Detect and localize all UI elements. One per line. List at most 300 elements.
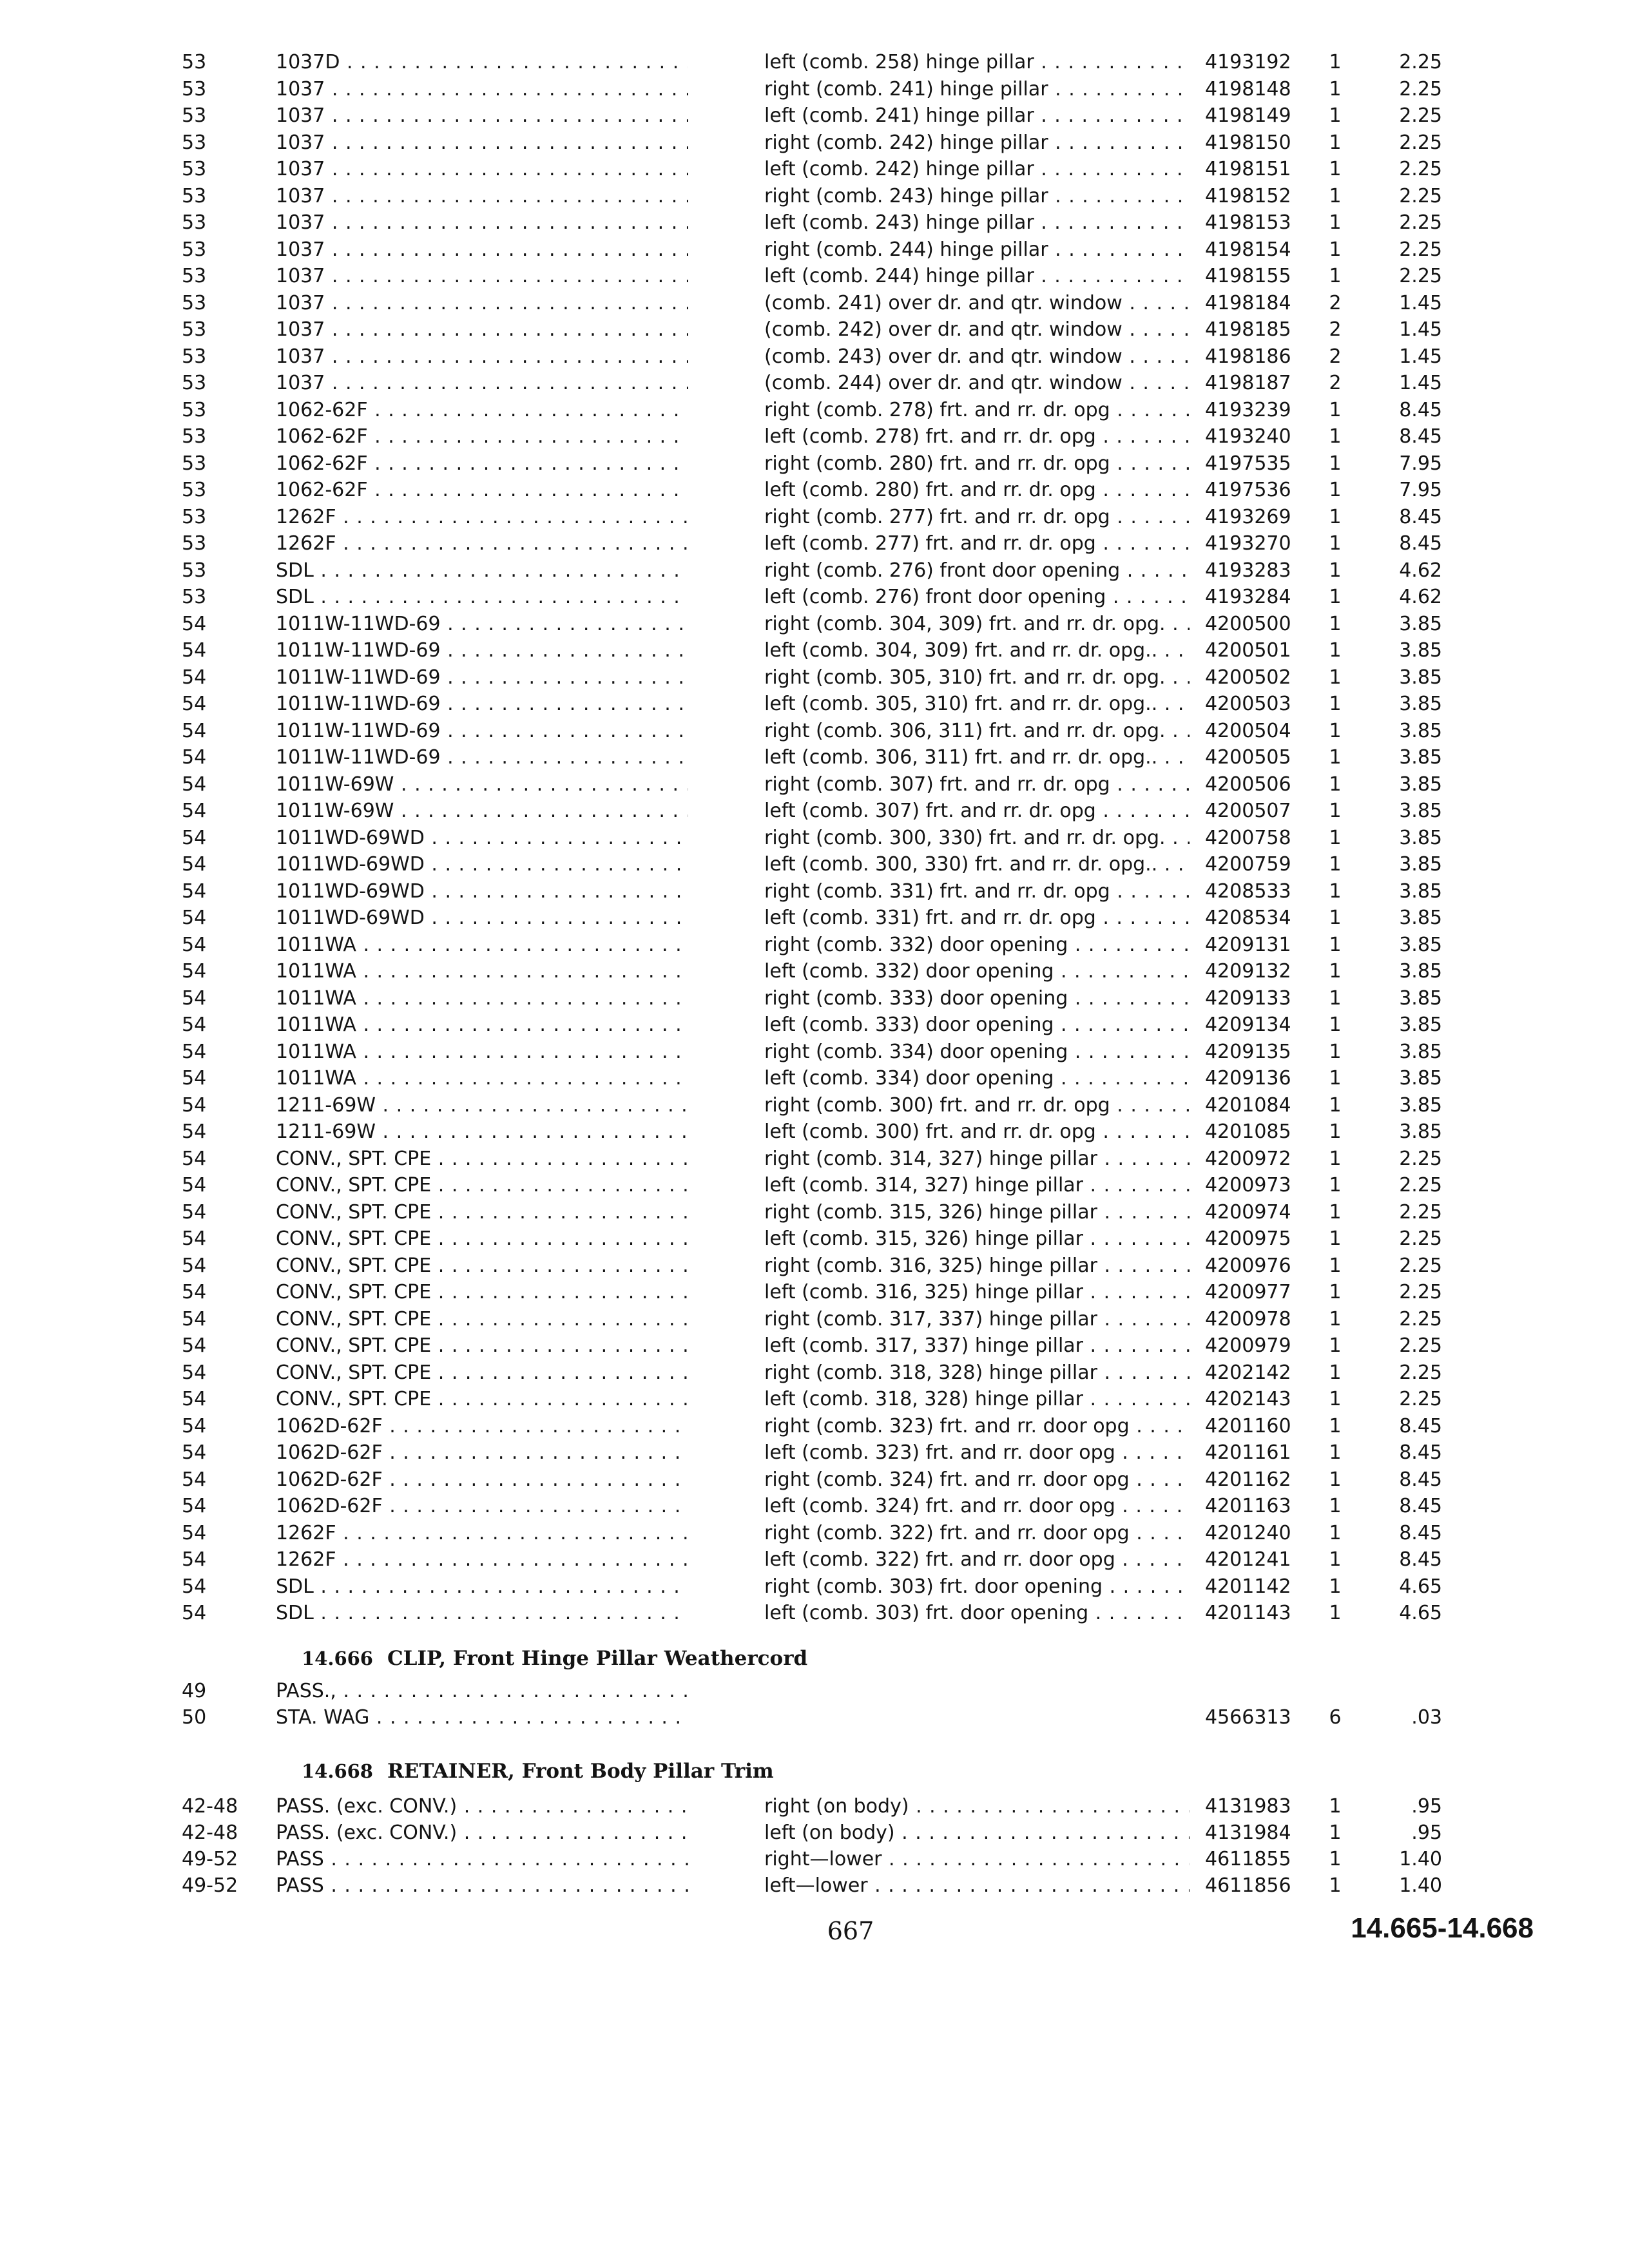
part-number-cell — [1205, 1846, 1315, 1872]
year-cell-text: 54 — [182, 1468, 207, 1491]
dot-leader — [1048, 78, 1190, 101]
quantity-cell-text: 1 — [1329, 452, 1342, 475]
part-number-cell-text: 4198153 — [1205, 211, 1291, 234]
part-number-cell — [1205, 1146, 1315, 1173]
model-cell-text: 1262F — [276, 532, 336, 555]
description-cell — [764, 183, 1190, 210]
dot-leader — [324, 1874, 688, 1897]
part-number-cell — [1205, 209, 1315, 236]
dot-leader — [441, 746, 688, 769]
model-cell-text: 1011WA — [276, 1014, 356, 1036]
price-cell — [1373, 1793, 1442, 1820]
table-row — [0, 343, 1629, 370]
model-cell — [276, 1172, 688, 1199]
model-cell — [276, 49, 688, 76]
description-cell — [764, 905, 1190, 932]
dot-leader — [1110, 506, 1190, 528]
part-number-cell — [1205, 504, 1315, 531]
description-cell-text: left (comb. 300, 330) frt. and rr. dr. opg.. — [764, 853, 1158, 876]
price-cell-text: 2.25 — [1399, 104, 1442, 127]
year-cell-text: 54 — [182, 853, 207, 876]
description-cell — [764, 130, 1190, 157]
quantity-cell-text: 1 — [1329, 853, 1342, 876]
dot-leader — [1054, 1014, 1190, 1036]
price-cell-text: 3.85 — [1399, 1014, 1442, 1036]
model-cell — [276, 1520, 688, 1547]
description-cell — [764, 477, 1190, 504]
model-cell — [276, 1704, 688, 1731]
description-cell — [764, 664, 1190, 691]
description-cell-text: right (comb. 315, 326) hinge pillar — [764, 1200, 1097, 1224]
model-cell — [276, 664, 688, 691]
quantity-cell-text: 1 — [1329, 1388, 1342, 1410]
description-cell — [764, 1793, 1190, 1820]
part-number-cell-text: 4201142 — [1205, 1575, 1291, 1598]
description-cell-text: right (comb. 316, 325) hinge pillar — [764, 1254, 1097, 1277]
part-number-cell-text: 4200501 — [1205, 639, 1291, 662]
quantity-cell-text: 1 — [1329, 158, 1342, 180]
description-cell-text: left (comb. 318, 328) hinge pillar — [764, 1388, 1084, 1410]
table-row — [0, 1119, 1629, 1146]
model-cell — [276, 236, 688, 264]
quantity-cell — [1322, 130, 1348, 157]
part-number-cell-text: 4198148 — [1205, 77, 1291, 101]
price-cell — [1373, 130, 1442, 157]
dot-leader — [1115, 1495, 1190, 1517]
dot-leader — [441, 639, 688, 662]
description-cell — [764, 1493, 1190, 1520]
model-cell-text: 1011W-69W — [276, 773, 394, 796]
year-cell — [182, 1119, 253, 1146]
model-cell-text: 1011W-11WD-69 — [276, 666, 441, 689]
year-cell-text: 54 — [182, 1281, 207, 1303]
quantity-cell-text: 1 — [1329, 1281, 1342, 1303]
year-cell-text: 42-48 — [182, 1795, 238, 1818]
quantity-cell-text: 1 — [1329, 1093, 1342, 1117]
model-cell-text: 1011W-11WD-69 — [276, 719, 441, 742]
dot-leader — [368, 479, 688, 501]
description-cell — [764, 1872, 1190, 1899]
description-cell — [764, 450, 1190, 477]
description-cell — [764, 504, 1190, 531]
year-cell — [182, 49, 253, 76]
table-row — [0, 1225, 1629, 1253]
section-number: 14.666 — [302, 1648, 373, 1669]
part-number-cell — [1205, 130, 1315, 157]
price-cell — [1373, 316, 1442, 343]
model-cell-text: SDL — [276, 1602, 314, 1624]
year-cell-text: 53 — [182, 265, 207, 287]
description-cell — [764, 370, 1190, 397]
quantity-cell — [1322, 1466, 1348, 1494]
model-cell-text: 1037 — [276, 372, 325, 394]
description-cell-text: right (comb. 334) door opening — [764, 1040, 1068, 1063]
description-cell — [764, 76, 1190, 103]
model-cell-text: CONV., SPT. CPE — [276, 1361, 432, 1384]
year-cell-text: 54 — [182, 1093, 207, 1117]
price-cell-text: 1.45 — [1399, 318, 1442, 341]
model-cell-text: 1037 — [276, 211, 325, 234]
model-cell — [276, 718, 688, 745]
year-cell-text: 54 — [182, 773, 207, 796]
price-cell — [1373, 1146, 1442, 1173]
year-cell-text: 54 — [182, 1414, 207, 1437]
model-cell-text: 1011W-11WD-69 — [276, 693, 441, 715]
description-cell — [764, 1846, 1190, 1872]
year-cell — [182, 397, 253, 424]
dot-leader — [441, 720, 688, 742]
quantity-cell — [1322, 183, 1348, 210]
model-cell-text: 1037 — [276, 158, 325, 180]
part-number-cell — [1205, 1820, 1315, 1846]
quantity-cell-text: 1 — [1329, 933, 1342, 956]
part-number-cell-text: 4201240 — [1205, 1521, 1291, 1544]
table-row — [0, 76, 1629, 103]
price-cell-text: 1.45 — [1399, 291, 1442, 314]
part-number-cell-text: 4198185 — [1205, 318, 1291, 341]
description-cell-text: left (comb. 304, 309) frt. and rr. dr. opg.. — [764, 639, 1158, 662]
dot-leader — [441, 613, 688, 635]
description-cell — [764, 49, 1190, 76]
quantity-cell — [1322, 1493, 1348, 1520]
dot-leader — [457, 1795, 688, 1818]
model-cell-text: CONV., SPT. CPE — [276, 1388, 432, 1410]
dot-leader — [868, 1874, 1190, 1897]
model-cell — [276, 905, 688, 932]
description-cell-text: left (comb. 278) frt. and rr. dr. opg — [764, 425, 1096, 448]
year-cell — [182, 477, 253, 504]
year-cell-text: 53 — [182, 398, 207, 421]
quantity-cell-text: 1 — [1329, 1361, 1342, 1384]
table-row — [0, 1039, 1629, 1066]
section-heading-clip — [302, 1647, 807, 1670]
part-number-cell-text: 4131983 — [1205, 1795, 1291, 1818]
description-cell-text: right (comb. 317, 337) hinge pillar — [764, 1307, 1097, 1331]
quantity-cell — [1322, 209, 1348, 236]
dot-leader — [1068, 934, 1190, 956]
table-row — [0, 718, 1629, 745]
year-cell-text: 53 — [182, 425, 207, 448]
table-row — [0, 1332, 1629, 1360]
description-cell-text: left (comb. 317, 337) hinge pillar — [764, 1334, 1084, 1357]
part-number-cell-text: 4201160 — [1205, 1414, 1291, 1437]
price-cell-text: 8.45 — [1399, 1521, 1442, 1544]
part-number-cell — [1205, 1092, 1315, 1119]
part-number-cell-text: 4201084 — [1205, 1093, 1291, 1117]
year-cell-text: 53 — [182, 104, 207, 127]
dot-leader — [1130, 1468, 1190, 1491]
description-cell — [764, 209, 1190, 236]
price-cell — [1373, 76, 1442, 103]
model-cell-text: SDL — [276, 559, 314, 582]
dot-leader — [431, 1334, 688, 1357]
model-cell — [276, 1439, 688, 1466]
model-cell-text: 1011WA — [276, 986, 356, 1010]
quantity-cell-text: 1 — [1329, 559, 1342, 582]
quantity-cell — [1322, 718, 1348, 745]
table-row — [0, 209, 1629, 236]
part-number-cell-text: 4200759 — [1205, 853, 1291, 876]
table-row — [0, 130, 1629, 157]
table-row — [0, 1872, 1629, 1899]
model-cell-text: 1011WD-69WD — [276, 907, 425, 929]
part-number-cell — [1205, 76, 1315, 103]
model-cell — [276, 450, 688, 477]
description-cell — [764, 878, 1190, 905]
quantity-cell — [1322, 664, 1348, 691]
description-cell-text: left (comb. 306, 311) frt. and rr. dr. opg.. — [764, 746, 1158, 769]
year-cell-text: 54 — [182, 1441, 207, 1464]
price-cell — [1373, 825, 1442, 852]
dot-leader — [325, 345, 688, 368]
quantity-cell — [1322, 290, 1348, 317]
quantity-cell — [1322, 1600, 1348, 1627]
year-cell-text: 54 — [182, 1495, 207, 1517]
price-cell — [1373, 1039, 1442, 1066]
description-cell — [764, 1012, 1190, 1039]
price-cell — [1373, 49, 1442, 76]
model-cell-text: 1011WA — [276, 1040, 356, 1063]
price-cell-text: 7.95 — [1399, 479, 1442, 501]
model-cell-text: 1037 — [276, 291, 325, 314]
part-number-cell-text: 4201241 — [1205, 1548, 1291, 1571]
part-number-cell — [1205, 1253, 1315, 1280]
price-cell-text: 3.85 — [1399, 1093, 1442, 1117]
price-cell — [1373, 958, 1442, 985]
quantity-cell-text: 1 — [1329, 505, 1342, 528]
model-cell — [276, 397, 688, 424]
description-cell — [764, 1225, 1190, 1253]
part-number-cell — [1205, 1386, 1315, 1413]
year-cell — [182, 1092, 253, 1119]
dot-leader — [1088, 1602, 1190, 1624]
year-cell — [182, 1012, 253, 1039]
table-row — [0, 1678, 1629, 1704]
year-cell — [182, 1172, 253, 1199]
model-cell-text: 1011WD-69WD — [276, 879, 425, 903]
year-cell — [182, 1279, 253, 1306]
quantity-cell — [1322, 423, 1348, 450]
part-number-cell — [1205, 1546, 1315, 1573]
quantity-cell-text: 1 — [1329, 1120, 1342, 1143]
quantity-cell-text: 2 — [1329, 345, 1342, 368]
description-cell-text: left (comb. 305, 310) frt. and rr. dr. opg.. — [764, 693, 1158, 715]
description-cell — [764, 584, 1190, 611]
part-number-cell — [1205, 156, 1315, 183]
model-cell-text: 1011W-11WD-69 — [276, 639, 441, 662]
model-cell — [276, 1846, 688, 1872]
description-cell-text: left—lower — [764, 1874, 868, 1897]
part-number-cell-text: 4200503 — [1205, 693, 1291, 715]
part-number-cell — [1205, 1306, 1315, 1333]
table-row — [0, 771, 1629, 798]
year-cell — [182, 236, 253, 264]
price-cell-text: 4.62 — [1399, 559, 1442, 582]
part-number-cell-text: 4200500 — [1205, 612, 1291, 635]
quantity-cell-text: 1 — [1329, 1040, 1342, 1063]
quantity-cell-text: 1 — [1329, 907, 1342, 929]
year-cell — [182, 932, 253, 959]
table-row — [0, 1704, 1629, 1731]
year-cell-text: 54 — [182, 1120, 207, 1143]
quantity-cell-text: 1 — [1329, 1307, 1342, 1331]
model-cell — [276, 771, 688, 798]
price-cell-text: 3.85 — [1399, 907, 1442, 929]
price-cell — [1373, 1119, 1442, 1146]
quantity-cell-text: 1 — [1329, 479, 1342, 501]
part-number-cell-text: 4198152 — [1205, 184, 1291, 207]
year-cell — [182, 423, 253, 450]
dot-leader — [325, 372, 688, 394]
dot-leader — [431, 1148, 688, 1170]
part-number-cell — [1205, 1119, 1315, 1146]
section-heading-retainer — [302, 1760, 774, 1783]
part-number-cell — [1205, 1413, 1315, 1440]
table-row — [0, 1386, 1629, 1413]
description-cell-text: left (comb. 315, 326) hinge pillar — [764, 1227, 1084, 1250]
price-cell — [1373, 1225, 1442, 1253]
dot-leader — [1034, 158, 1190, 180]
part-number-cell — [1205, 1573, 1315, 1600]
description-cell — [764, 1520, 1190, 1547]
model-cell — [276, 691, 688, 718]
part-number-cell-text: 4208533 — [1205, 879, 1291, 903]
quantity-cell-text: 1 — [1329, 879, 1342, 903]
description-cell-text: right (comb. 306, 311) frt. and rr. dr. opg. — [764, 719, 1166, 742]
model-cell — [276, 1332, 688, 1360]
model-cell-text: 1062D-62F — [276, 1495, 383, 1517]
quantity-cell — [1322, 477, 1348, 504]
model-cell — [276, 1279, 688, 1306]
description-cell-text: left (comb. 243) hinge pillar — [764, 211, 1034, 234]
dot-leader — [1048, 238, 1190, 261]
description-cell — [764, 1199, 1190, 1226]
quantity-cell-text: 1 — [1329, 1468, 1342, 1491]
dot-leader — [1130, 1415, 1190, 1437]
year-cell — [182, 450, 253, 477]
year-cell — [182, 504, 253, 531]
table-row — [0, 1520, 1629, 1547]
model-cell-text: 1037 — [276, 345, 325, 368]
dot-leader — [1096, 425, 1190, 448]
description-cell — [764, 1092, 1190, 1119]
year-cell — [182, 1306, 253, 1333]
description-cell — [764, 1413, 1190, 1440]
price-cell — [1373, 1065, 1442, 1092]
year-cell-text: 54 — [182, 1575, 207, 1598]
model-cell — [276, 1039, 688, 1066]
description-cell-text: left (comb. 322) frt. and rr. door opg — [764, 1548, 1115, 1571]
description-cell-text: right (comb. 332) door opening — [764, 933, 1068, 956]
quantity-cell — [1322, 1546, 1348, 1573]
description-cell-text: left (comb. 324) frt. and rr. door opg — [764, 1495, 1115, 1517]
part-number-cell-text: 4193240 — [1205, 425, 1291, 448]
description-cell — [764, 1172, 1190, 1199]
description-cell-text: right (comb. 300, 330) frt. and rr. dr. opg. — [764, 826, 1166, 849]
table-row — [0, 557, 1629, 584]
dot-leader — [314, 559, 688, 582]
price-cell-text: .03 — [1411, 1706, 1442, 1729]
price-cell — [1373, 1306, 1442, 1333]
year-cell-text: 50 — [182, 1706, 207, 1729]
price-cell — [1373, 771, 1442, 798]
quantity-cell — [1322, 1279, 1348, 1306]
description-cell — [764, 1065, 1190, 1092]
model-cell — [276, 798, 688, 825]
part-number-cell — [1205, 343, 1315, 370]
model-cell-text: 1062D-62F — [276, 1468, 383, 1491]
dot-leader — [1103, 1575, 1190, 1598]
description-cell-text: right (comb. 305, 310) frt. and rr. dr. opg. — [764, 666, 1166, 689]
quantity-cell-text: 1 — [1329, 586, 1342, 608]
dot-leader — [325, 211, 688, 234]
model-cell-text: 1011WA — [276, 960, 356, 983]
year-cell — [182, 691, 253, 718]
year-cell-text: 53 — [182, 77, 207, 101]
description-cell-text: left (comb. 241) hinge pillar — [764, 104, 1034, 127]
dot-leader — [431, 1201, 688, 1224]
year-cell — [182, 798, 253, 825]
part-number-cell — [1205, 1439, 1315, 1466]
dot-leader — [325, 131, 688, 154]
description-cell-text: right (comb. 243) hinge pillar — [764, 184, 1048, 207]
year-cell-text: 54 — [182, 826, 207, 849]
part-number-cell-text: 4200506 — [1205, 773, 1291, 796]
quantity-cell — [1322, 851, 1348, 878]
quantity-cell — [1322, 1306, 1348, 1333]
dot-leader — [314, 1575, 688, 1598]
dot-leader — [1123, 372, 1190, 394]
model-cell-text: 1037 — [276, 184, 325, 207]
price-cell-text: 3.85 — [1399, 1120, 1442, 1143]
year-cell-text: 53 — [182, 479, 207, 501]
model-cell — [276, 156, 688, 183]
quantity-cell-text: 1 — [1329, 746, 1342, 769]
model-cell — [276, 1872, 688, 1899]
part-number-cell — [1205, 49, 1315, 76]
quantity-cell-text: 1 — [1329, 773, 1342, 796]
description-cell-text: right (comb. 314, 327) hinge pillar — [764, 1147, 1097, 1170]
year-cell-text: 53 — [182, 291, 207, 314]
description-cell-text: left (comb. 244) hinge pillar — [764, 265, 1034, 287]
quantity-cell-text: 1 — [1329, 104, 1342, 127]
model-cell — [276, 557, 688, 584]
price-cell — [1373, 744, 1442, 771]
description-cell-text: left (comb. 316, 325) hinge pillar — [764, 1281, 1084, 1303]
price-cell — [1373, 504, 1442, 531]
year-cell-text: 53 — [182, 452, 207, 475]
quantity-cell — [1322, 771, 1348, 798]
description-cell-text: right (comb. 323) frt. and rr. door opg — [764, 1414, 1130, 1437]
price-cell-text: 3.85 — [1399, 933, 1442, 956]
year-cell — [182, 905, 253, 932]
dot-leader — [356, 934, 688, 956]
dot-leader — [369, 1706, 688, 1729]
price-cell-text: 8.45 — [1399, 1414, 1442, 1437]
part-number-cell-text: 4201143 — [1205, 1602, 1291, 1624]
dot-leader — [1097, 1201, 1190, 1224]
part-number-cell — [1205, 1199, 1315, 1226]
year-cell — [182, 1146, 253, 1173]
year-cell-text: 54 — [182, 1548, 207, 1571]
model-cell-text: CONV., SPT. CPE — [276, 1281, 432, 1303]
part-number-cell — [1205, 1279, 1315, 1306]
part-number-cell-text: 4200978 — [1205, 1307, 1291, 1331]
part-number-cell — [1205, 1225, 1315, 1253]
part-number-cell — [1205, 744, 1315, 771]
price-cell-text: 8.45 — [1399, 505, 1442, 528]
table-row — [0, 102, 1629, 130]
